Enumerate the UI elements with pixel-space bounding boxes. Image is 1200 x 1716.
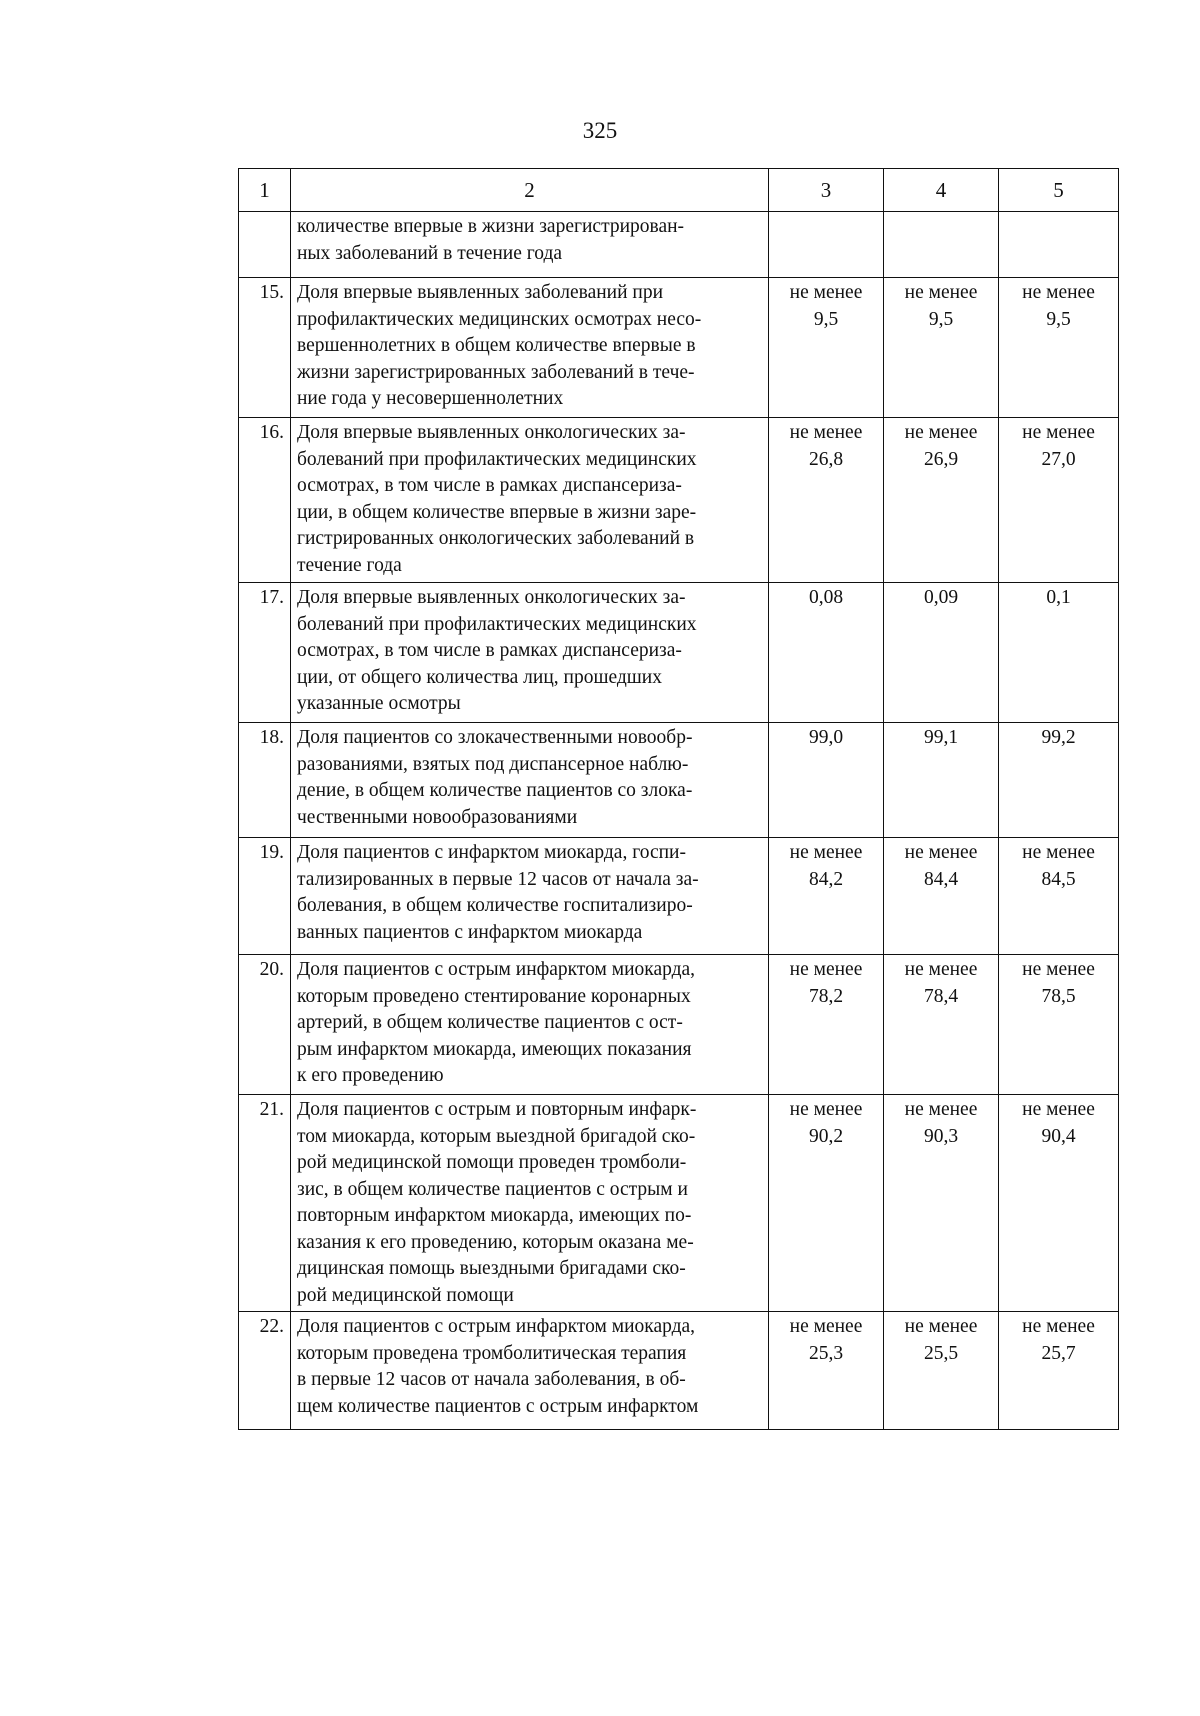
row-number: 18. [239, 723, 291, 838]
value-label: 99,1 [923, 727, 959, 748]
text-line: дицинская помощь выездными бригадами ско- [297, 1258, 686, 1279]
value-number: 84,2 [808, 868, 844, 890]
value-number: 25,7 [1041, 1342, 1076, 1364]
value-cell-3 [769, 723, 884, 838]
indicator-description [291, 955, 769, 1095]
value-label: не менее [1022, 1099, 1095, 1120]
value-label: не менее [904, 1316, 978, 1337]
value-cell-4 [884, 955, 999, 1095]
text-line: количестве впервые в жизни зарегистрирован- [297, 216, 685, 237]
text-line: вершеннолетних в общем количестве впервые в [297, 335, 696, 356]
text-line: Доля пациентов со злокачественными новообр- [297, 727, 693, 748]
value-cell-3 [769, 418, 884, 583]
text-line: осмотрах, в том числе в рамках диспансериза- [297, 640, 682, 661]
indicator-description [291, 1095, 769, 1312]
text-line: разованиями, взятых под диспансерное наблю- [297, 753, 689, 775]
value-number: 25,3 [808, 1342, 844, 1364]
value-number: 84,4 [923, 868, 959, 890]
value-cell-3 [769, 212, 884, 278]
value-number: 27,0 [1041, 448, 1076, 470]
value-number: 84,5 [1041, 868, 1076, 890]
value-cell-5 [999, 723, 1119, 838]
text-line: к его проведению [297, 1065, 444, 1086]
text-line: Доля пациентов с острым и повторным инфарк- [297, 1099, 697, 1120]
value-label: не менее [1022, 422, 1095, 443]
value-number: 26,9 [923, 448, 959, 470]
page-number: 325 [582, 118, 618, 143]
value-cell-3 [769, 278, 884, 418]
table-row [239, 212, 1119, 278]
value-label: не менее [904, 1099, 978, 1120]
value-label: не менее [1022, 959, 1095, 980]
value-label: не менее [904, 959, 978, 980]
indicator-description [291, 278, 769, 418]
header-cell-4: 4 [884, 169, 999, 212]
value-label: не менее [1022, 842, 1095, 863]
value-label: не менее [789, 959, 863, 980]
value-label: не менее [1022, 1316, 1095, 1337]
row-number: 22. [239, 1312, 291, 1430]
value-number: 90,4 [1041, 1125, 1076, 1147]
header-cell-3: 3 [769, 169, 884, 212]
value-number: 25,5 [923, 1342, 959, 1364]
indicator-description [291, 1312, 769, 1430]
indicator-description [291, 838, 769, 955]
value-number: 90,3 [923, 1125, 959, 1147]
text-line: указанные осмотры [297, 693, 461, 714]
value-label: не менее [789, 282, 863, 303]
table-row [239, 583, 1119, 723]
text-line: которым проведено стентирование коронарных [297, 985, 691, 1007]
text-line: течение года [297, 554, 402, 576]
text-line: рой медицинской помощи проведен тромболи- [297, 1152, 687, 1173]
value-label: не менее [904, 842, 978, 863]
text-line: ние года у несовершеннолетних [297, 388, 564, 409]
table-row [239, 955, 1119, 1095]
value-number: 90,2 [808, 1125, 844, 1147]
text-line: ных заболеваний в течение года [297, 242, 563, 264]
value-label: не менее [789, 1099, 863, 1120]
row-number: 16. [239, 418, 291, 583]
text-line: щем количестве пациентов с острым инфарктом [297, 1395, 699, 1417]
text-line: зис, в общем количестве пациентов с острым и [297, 1178, 688, 1200]
value-cell-4 [884, 418, 999, 583]
value-cell-5 [999, 278, 1119, 418]
text-line: артерий, в общем количестве пациентов с ост- [297, 1012, 683, 1033]
indicator-table [238, 168, 1119, 1430]
value-cell-4 [884, 583, 999, 723]
value-number: 78,5 [1041, 985, 1076, 1007]
value-cell-4 [884, 212, 999, 278]
text-line: рой медицинской помощи [297, 1284, 514, 1306]
indicator-description [291, 212, 769, 278]
text-line: чественными новообразованиями [297, 806, 578, 828]
value-cell-4 [884, 723, 999, 838]
value-label: не менее [904, 282, 978, 303]
text-line: жизни зарегистрированных заболеваний в тече- [297, 361, 695, 383]
value-cell-3 [769, 1312, 884, 1430]
table-row [239, 1312, 1119, 1430]
text-line: Доля впервые выявленных заболеваний при [297, 282, 664, 303]
value-cell-5 [999, 212, 1119, 278]
text-line: Доля пациентов с острым инфарктом миокарда, [297, 959, 696, 980]
table-header-row [239, 169, 1119, 212]
text-line: ции, от общего количества лиц, прошедших [297, 666, 662, 688]
text-line: осмотрах, в том числе в рамках диспансериза- [297, 475, 682, 496]
text-line: болеваний при профилактических медицинских [297, 613, 697, 635]
value-label: 0,1 [1046, 587, 1071, 608]
text-line: Доля пациентов с острым инфарктом миокарда, [297, 1316, 696, 1337]
row-number: 19. [239, 838, 291, 955]
table-row [239, 418, 1119, 583]
text-line: дение, в общем количестве пациентов со злока- [297, 780, 693, 801]
value-number: 78,4 [923, 985, 959, 1007]
value-label: не менее [789, 842, 863, 863]
value-cell-5 [999, 1095, 1119, 1312]
value-cell-3 [769, 955, 884, 1095]
value-label: 99,2 [1041, 727, 1076, 748]
value-cell-4 [884, 1312, 999, 1430]
value-cell-4 [884, 278, 999, 418]
value-label: не менее [789, 1316, 863, 1337]
value-label: не менее [904, 422, 978, 443]
value-label: 99,0 [808, 727, 844, 748]
indicator-description [291, 418, 769, 583]
value-number: 9,5 [928, 308, 954, 330]
text-line: гистрированных онкологических заболеваний в [297, 528, 695, 549]
text-line: болеваний при профилактических медицинских [297, 448, 697, 470]
text-line: тализированных в первые 12 часов от начала за- [297, 868, 699, 890]
value-cell-3 [769, 838, 884, 955]
value-cell-3 [769, 583, 884, 723]
row-number: 15. [239, 278, 291, 418]
value-number: 9,5 [813, 308, 839, 330]
value-number: 9,5 [1046, 308, 1071, 330]
value-number: 26,8 [808, 448, 844, 470]
text-line: профилактических медицинских осмотрах несо- [297, 308, 702, 330]
text-line: Доля впервые выявленных онкологических за- [297, 422, 686, 443]
table-row [239, 838, 1119, 955]
value-label: не менее [789, 422, 863, 443]
value-cell-5 [999, 418, 1119, 583]
text-line: том миокарда, которым выездной бригадой ско- [297, 1125, 696, 1147]
value-label: 0,09 [923, 587, 959, 608]
table-row [239, 723, 1119, 838]
row-number: 20. [239, 955, 291, 1095]
value-cell-5 [999, 1312, 1119, 1430]
text-line: Доля пациентов с инфарктом миокарда, госпи- [297, 842, 686, 863]
header-cell-2: 2 [291, 169, 769, 212]
text-line: которым проведена тромболитическая терапия [297, 1342, 687, 1364]
value-cell-4 [884, 838, 999, 955]
text-line: в первые 12 часов от начала заболевания, в об- [297, 1369, 686, 1390]
value-number: 78,2 [808, 985, 844, 1007]
header-cell-1: 1 [239, 169, 291, 212]
text-line: болевания, в общем количестве госпитализиро- [297, 895, 693, 916]
text-line: ванных пациентов с инфарктом миокарда [297, 921, 643, 943]
text-line: Доля впервые выявленных онкологических за- [297, 587, 686, 608]
value-label: 0,08 [808, 587, 844, 608]
text-line: казания к его проведению, которым оказана ме- [297, 1231, 694, 1253]
indicator-description [291, 583, 769, 723]
row-number [239, 212, 291, 278]
value-label: не менее [1022, 282, 1095, 303]
value-cell-4 [884, 1095, 999, 1312]
table-row [239, 1095, 1119, 1312]
text-line: рым инфарктом миокарда, имеющих показания [297, 1038, 692, 1060]
row-number: 21. [239, 1095, 291, 1312]
value-cell-5 [999, 838, 1119, 955]
value-cell-5 [999, 955, 1119, 1095]
table-row [239, 278, 1119, 418]
text-line: ции, в общем количестве впервые в жизни заре- [297, 501, 697, 523]
value-cell-3 [769, 1095, 884, 1312]
value-cell-5 [999, 583, 1119, 723]
header-cell-5: 5 [999, 169, 1119, 212]
row-number: 17. [239, 583, 291, 723]
text-line: повторным инфарктом миокарда, имеющих по- [297, 1205, 692, 1226]
indicator-description [291, 723, 769, 838]
